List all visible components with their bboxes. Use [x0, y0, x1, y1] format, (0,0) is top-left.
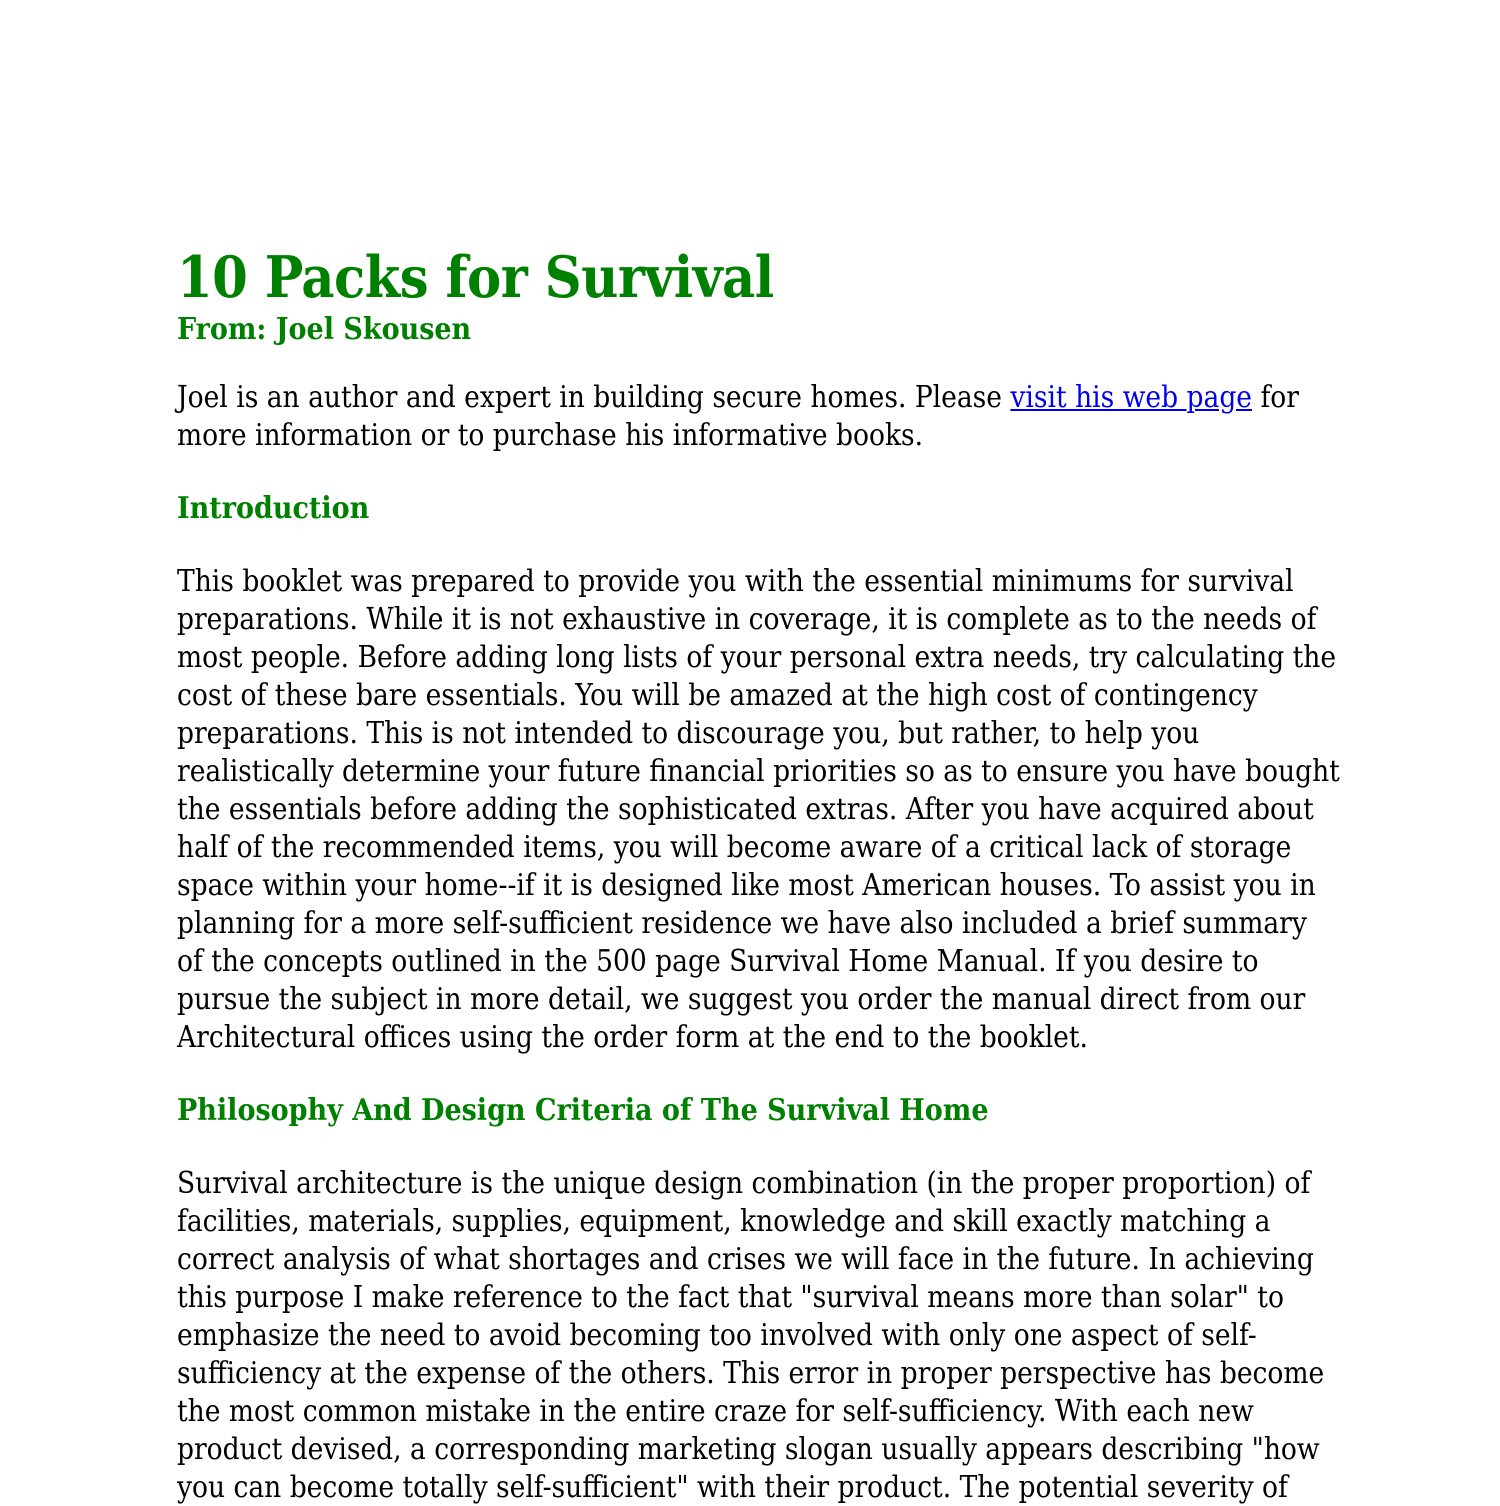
paragraph-line: the essentials before adding the sophisticated extras. After you have acquired about — [177, 792, 1314, 826]
paragraph-line: correct analysis of what shortages and crises we will face in the future. In achieving — [177, 1242, 1314, 1276]
sections — [177, 490, 1340, 1506]
document-page — [177, 244, 1340, 1506]
intro-line: more information or to purchase his informative books. — [177, 418, 924, 452]
paragraph-line: of the concepts outlined in the 500 page Survival Home Manual. If you desire to — [177, 944, 1259, 978]
paragraph-line: realistically determine your future financial priorities so as to ensure you have bought — [177, 754, 1340, 788]
web-page-link[interactable]: visit his web page — [1010, 380, 1253, 414]
intro-line — [177, 378, 1327, 416]
paragraph-line: Architectural offices using the order form at the end to the booklet. — [177, 1020, 1088, 1054]
paragraph-line: facilities, materials, supplies, equipment, knowledge and skill exactly matching a — [177, 1204, 1271, 1238]
paragraph-line: planning for a more self-sufficient residence we have also included a brief summary — [177, 906, 1307, 940]
paragraph-line: product devised, a corresponding marketing slogan usually appears describing "how — [177, 1432, 1320, 1466]
paragraph-line: sufficiency at the expense of the others. This error in proper perspective has become — [177, 1356, 1325, 1390]
intro-paragraph — [177, 378, 1327, 454]
author-byline: From: Joel Skousen — [177, 312, 472, 347]
paragraph-line: the most common mistake in the entire craze for self-sufficiency. With each new — [177, 1394, 1254, 1428]
paragraph-line: This booklet was prepared to provide you with the essential minimums for survival — [177, 564, 1294, 598]
section-paragraph — [177, 1164, 1327, 1506]
paragraph-line: space within your home--if it is designed like most American houses. To assist you in — [177, 868, 1316, 902]
paragraph-line: preparations. While it is not exhaustive in coverage, it is complete as to the needs of — [177, 602, 1317, 636]
paragraph-line: most people. Before adding long lists of your personal extra needs, try calculating the — [177, 640, 1337, 674]
paragraph-line: you can become totally self-sufficient" with their product. The potential severity of — [177, 1470, 1288, 1504]
paragraph-line: half of the recommended items, you will become aware of a critical lack of storage — [177, 830, 1292, 864]
section-heading: Philosophy And Design Criteria of The Survival Home — [177, 1093, 989, 1128]
paragraph-line: Survival architecture is the unique design combination (in the proper proportion) of — [177, 1166, 1311, 1200]
intro-text: Joel is an author and expert in building secure homes. Please — [177, 380, 1011, 414]
paragraph-line: this purpose I make reference to the fact that "survival means more than solar" to — [177, 1280, 1284, 1314]
paragraph-line: pursue the subject in more detail, we suggest you order the manual direct from our — [177, 982, 1306, 1016]
page-title: 10 Packs for Survival — [177, 244, 774, 311]
paragraph-line: cost of these bare essentials. You will be amazed at the high cost of contingency — [177, 678, 1258, 712]
paragraph-line: preparations. This is not intended to discourage you, but rather, to help you — [177, 716, 1200, 750]
intro-text: for — [1252, 380, 1299, 414]
section-heading: Introduction — [177, 491, 370, 526]
section-paragraph — [177, 562, 1340, 1056]
paragraph-line: emphasize the need to avoid becoming too involved with only one aspect of self- — [177, 1318, 1257, 1352]
